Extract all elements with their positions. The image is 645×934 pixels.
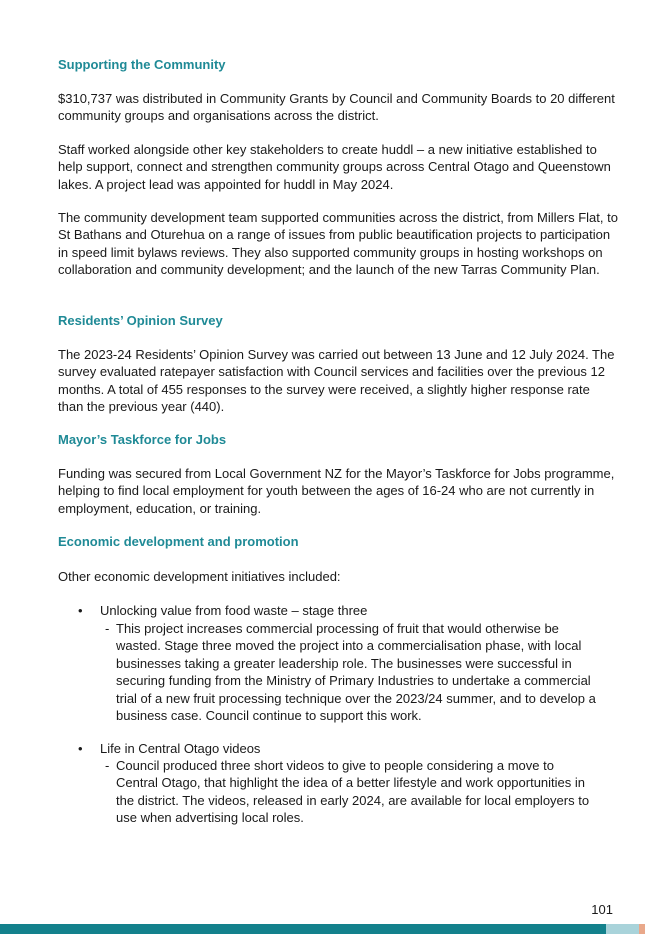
bullet-icon: • — [78, 603, 83, 618]
heading-supporting-community: Supporting the Community — [58, 57, 226, 72]
footer-bar — [0, 924, 645, 934]
heading-residents-survey: Residents’ Opinion Survey — [58, 313, 223, 328]
taskforce-paragraph: Funding was secured from Local Government NZ for the Mayor’s Taskforce for Jobs programme, helping to find local employment for youth between the ages of 16-24 who are not currently in employment, education, or training. — [58, 466, 615, 516]
economic-intro: Other economic development initiatives included: — [58, 569, 341, 584]
community-paragraph-2: Staff worked alongside other key stakeholders to create huddl – a new initiative established to help support, connect and strengthen community groups across Central Otago and Queenstown lakes. A project lead was appointed for huddl in May 2024. — [58, 142, 611, 192]
footer-bar-main — [0, 924, 606, 934]
bullet-title: Life in Central Otago videos — [100, 741, 261, 756]
dash-icon: - — [105, 621, 110, 636]
bullet-detail: Council produced three short videos to give to people considering a move to Central Otago, that highlight the idea of a better lifestyle and work opportunities in the district. The videos, released in early 2024, are available for local employers to use when advertising local roles. — [116, 758, 590, 826]
community-paragraph-1: $310,737 was distributed in Community Grants by Council and Community Boards to 20 different community groups and organisations across the district. — [58, 91, 615, 124]
bullet-icon: • — [78, 741, 83, 756]
dash-icon: - — [105, 758, 110, 773]
survey-paragraph: The 2023-24 Residents’ Opinion Survey was carried out between 13 June and 12 July 2024. The survey evaluated ratepayer satisfaction with Council services and facilities over the previous 12 months. A total of 455 responses to the survey were received, a slightly higher response rate than the previous year (440). — [58, 347, 615, 415]
heading-economic-development: Economic development and promotion — [58, 534, 299, 549]
heading-mayors-taskforce: Mayor’s Taskforce for Jobs — [58, 432, 227, 447]
community-paragraph-3: The community development team supported communities across the district, from Millers Flat, to St Bathans and Oturehua on a range of issues from public beautification projects to participation in speed limit bylaws reviews. They also supported community groups in hosting workshops on collaboration and community development; and the launch of the new Tarras Community Plan. — [58, 210, 618, 278]
bullet-title: Unlocking value from food waste – stage three — [100, 603, 368, 618]
page-number: 101 — [591, 902, 613, 917]
bullet-detail: This project increases commercial processing of fruit that would otherwise be wasted. Stage three moved the project into a commercialisation phase, with local businesses taking a greater leadership role. The businesses were successful in securing funding from the Ministry of Primary Industries to undertake a commercial trial of a new fruit processing technique over the 2023/24 summer, and to develop a business case. Council continue to support this work. — [116, 621, 596, 724]
footer-bar-accent — [639, 924, 645, 934]
footer-bar-light — [606, 924, 639, 934]
